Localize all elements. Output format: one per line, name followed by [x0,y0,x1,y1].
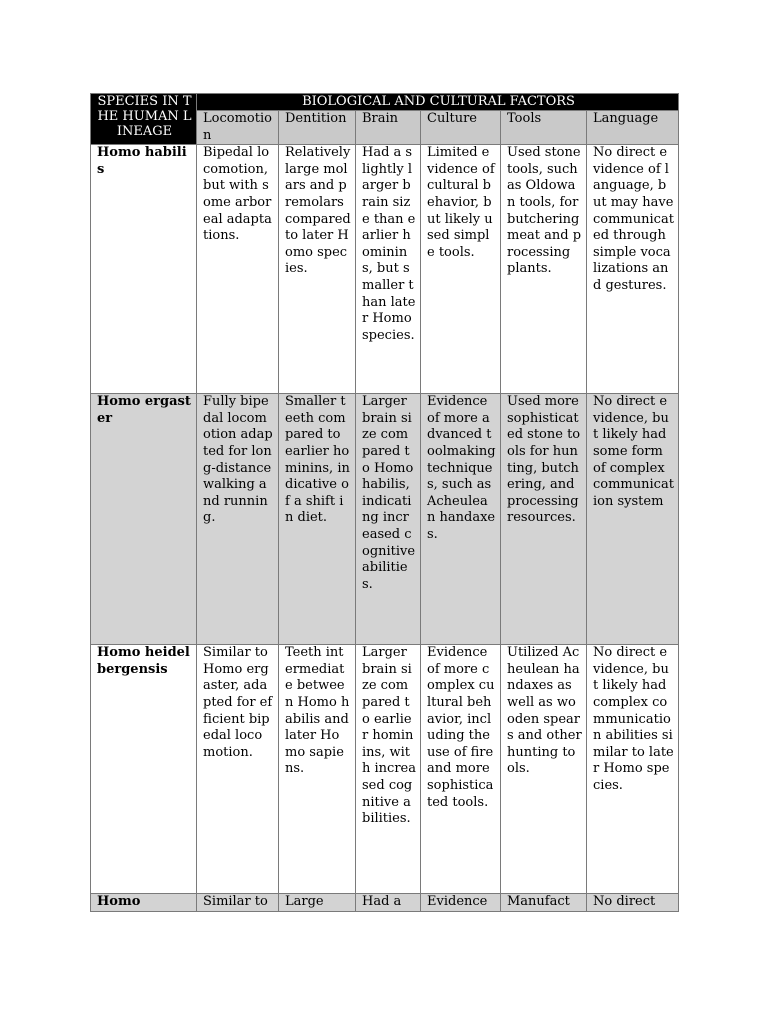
culture-cell: Evidence [421,894,501,912]
locomotion-cell: Similar to Homo ergaster, adapted for efficient bipedal locomotion. [197,645,279,894]
column-header-dentition: Dentition [279,111,356,145]
dentition-cell: Large [279,894,356,912]
table-row-homo-ergaster [91,394,679,645]
species-cell: Homo ergaster [91,394,197,645]
column-header-brain: Brain [356,111,421,145]
language-cell: No direct evidence, but likely had some form of complex communication system [587,394,679,645]
table-row-homo-heidelbergensis [91,645,679,894]
tools-cell: Manufact [501,894,587,912]
dentition-cell: Teeth intermediate between Homo habilis and later Homo sapiens. [279,645,356,894]
dentition-cell: Relatively large molars and premolars compared to later Homo species. [279,145,356,394]
brain-cell: Larger brain size compared to Homo habilis, indicating increased cognitive abilities. [356,394,421,645]
language-cell: No direct evidence of language, but may have communicated through simple vocalizations and gestures. [587,145,679,394]
dentition-cell: Smaller teeth compared to earlier hominins, indicative of a shift in diet. [279,394,356,645]
column-header-tools: Tools [501,111,587,145]
brain-cell: Had a slightly larger brain size than earlier hominins, but smaller than later Homo species. [356,145,421,394]
tools-cell: Used stone tools, such as Oldowan tools, for butchering meat and processing plants. [501,145,587,394]
language-cell: No direct evidence, but likely had complex communication abilities similar to later Homo species. [587,645,679,894]
culture-cell: Limited evidence of cultural behavior, but likely used simple tools. [421,145,501,394]
culture-cell: Evidence of more complex cultural behavior, including the use of fire and more sophisticated tools. [421,645,501,894]
language-cell: No direct [587,894,679,912]
species-cell: Homo [91,894,197,912]
human-lineage-table [90,93,679,912]
brain-cell: Larger brain size compared to earlier hominins, with increased cognitive abilities. [356,645,421,894]
species-cell: Homo habilis [91,145,197,394]
table-row-homo-habilis [91,145,679,394]
table-row-homo-partial [91,894,679,912]
table-header-row-top [91,94,679,111]
column-header-culture: Culture [421,111,501,145]
column-header-language: Language [587,111,679,145]
brain-cell: Had a [356,894,421,912]
species-column-header: SPECIES IN THE HUMAN LINEAGE [91,94,197,145]
species-cell: Homo heidelbergensis [91,645,197,894]
locomotion-cell: Fully bipedal locomotion adapted for long-distance walking and running. [197,394,279,645]
tools-cell: Used more sophisticated stone tools for hunting, butchering, and processing resources. [501,394,587,645]
factors-header: BIOLOGICAL AND CULTURAL FACTORS [197,94,679,111]
tools-cell: Utilized Acheulean handaxes as well as wooden spears and other hunting tools. [501,645,587,894]
locomotion-cell: Similar to [197,894,279,912]
locomotion-cell: Bipedal locomotion, but with some arboreal adaptations. [197,145,279,394]
culture-cell: Evidence of more advanced toolmaking techniques, such as Acheulean handaxes. [421,394,501,645]
column-header-locomotion: Locomotion [197,111,279,145]
